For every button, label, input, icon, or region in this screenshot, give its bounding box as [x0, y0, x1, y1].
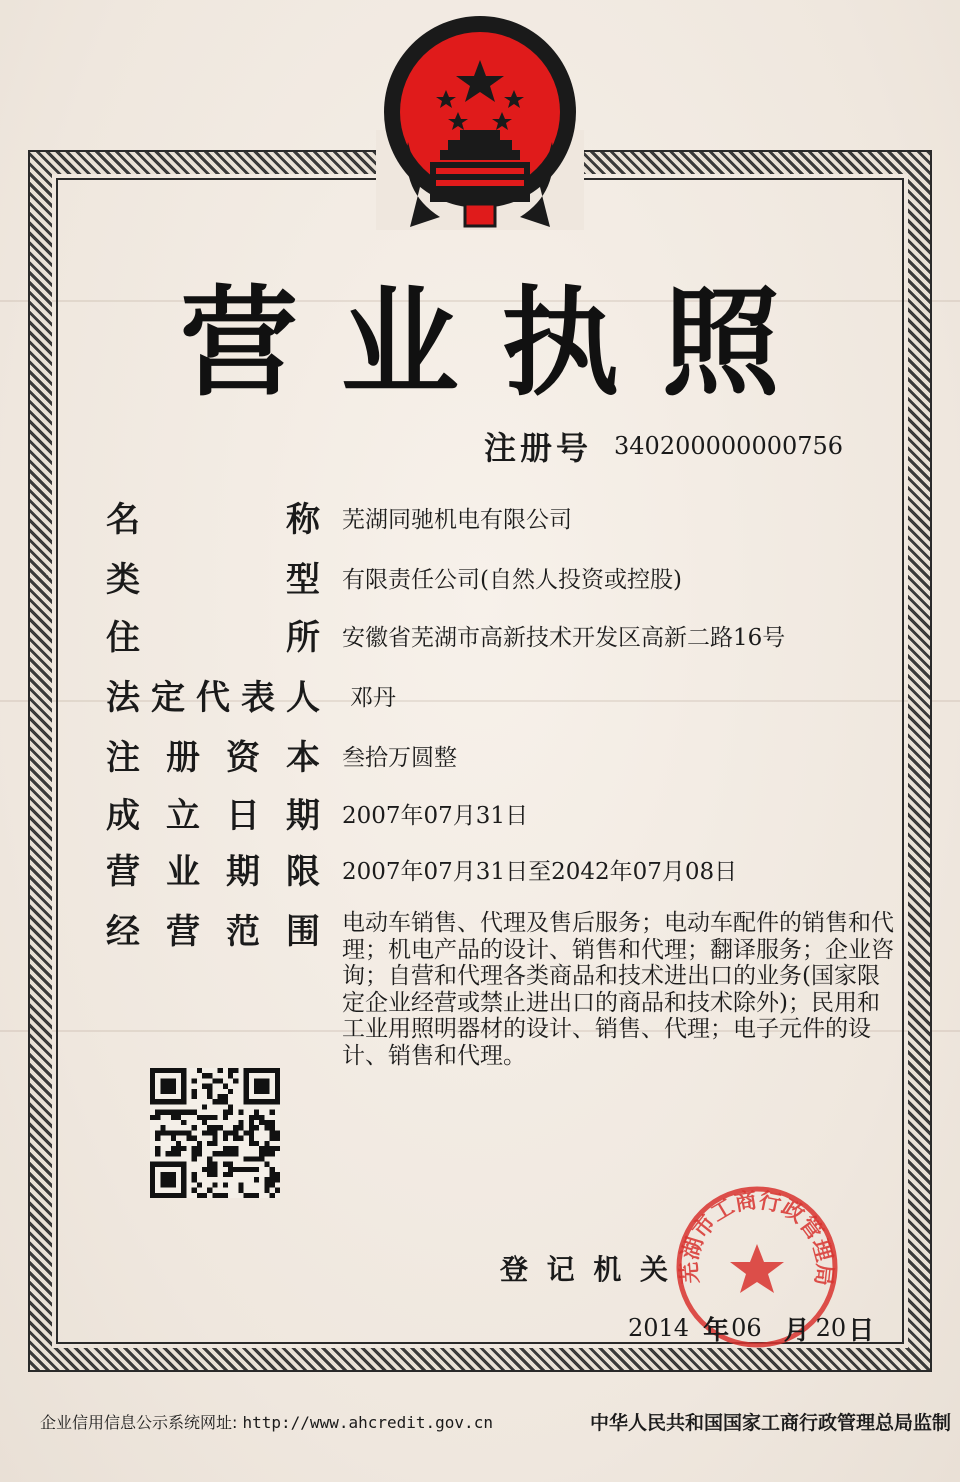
footer-website-label: 企业信用信息公示系统网址:	[40, 1413, 238, 1432]
field-scope	[106, 910, 320, 954]
field-established	[106, 794, 528, 838]
national-emblem-icon	[380, 12, 580, 232]
issue-day: 20	[815, 1314, 847, 1342]
title-char: 照	[661, 274, 780, 412]
title-char: 业	[340, 274, 459, 412]
legal-representative: 邓丹	[350, 685, 396, 711]
month-unit: 月	[783, 1315, 810, 1346]
issue-month: 06	[731, 1314, 762, 1342]
svg-text:芜湖市工商行政管理局: 芜湖市工商行政管理局	[677, 1188, 837, 1287]
field-capital	[106, 736, 457, 780]
business-term: 2007年07月31日至2042年07月08日	[342, 859, 738, 885]
company-type: 有限责任公司(自然人投资或控股)	[342, 567, 682, 593]
license-title	[180, 258, 780, 412]
title-char: 执	[501, 274, 620, 412]
field-label: 营 业 期 限	[106, 852, 320, 892]
field-label: 法 定 代 表 人	[106, 678, 320, 718]
establishment-date: 2007年07月31日	[342, 803, 529, 829]
field-label: 注 册 资 本	[106, 738, 320, 778]
registration-authority: 登 记 机 关	[500, 1253, 668, 1286]
year-unit: 年	[703, 1315, 730, 1346]
field-name	[106, 498, 572, 542]
field-label: 名 称	[106, 500, 320, 540]
title-char: 营	[180, 274, 299, 412]
field-label: 类 型	[106, 560, 320, 600]
footer-issuer: 中华人民共和国国家工商行政管理总局监制	[590, 1412, 952, 1434]
footer-website	[40, 1410, 493, 1433]
day-unit: 日	[848, 1315, 875, 1346]
registration-number-row	[484, 424, 843, 468]
qr-code-icon	[150, 1068, 280, 1198]
issue-year: 2014	[628, 1314, 690, 1342]
field-term	[106, 850, 737, 894]
field-legal-rep	[106, 676, 396, 720]
company-name: 芜湖同驰机电有限公司	[342, 507, 572, 533]
registration-number: 340200000000756	[614, 432, 844, 460]
field-label: 住 所	[106, 618, 320, 658]
issue-date	[628, 1306, 876, 1350]
field-label: 经 营 范 围	[106, 912, 320, 952]
field-address	[106, 616, 785, 660]
registered-capital: 叁拾万圆整	[342, 745, 457, 771]
field-type	[106, 558, 682, 602]
business-scope: 电动车销售、代理及售后服务；电动车配件的销售和代理；机电产品的设计、销售和代理；翻译服务；企业咨询；自营和代理各类商品和技术进出口的业务(国家限定企业经营或禁止进出口的商品和技术除外)；民用和工业用照明器材的设计、销售、代理；电子元件的设计、销售和代理。	[342, 910, 894, 1069]
field-label: 成 立 日 期	[106, 796, 320, 836]
company-address: 安徽省芜湖市高新技术开发区高新二路16号	[342, 625, 786, 651]
registration-label: 注册号	[484, 429, 593, 467]
footer-website-url: http://www.ahcredit.gov.cn	[242, 1413, 493, 1432]
